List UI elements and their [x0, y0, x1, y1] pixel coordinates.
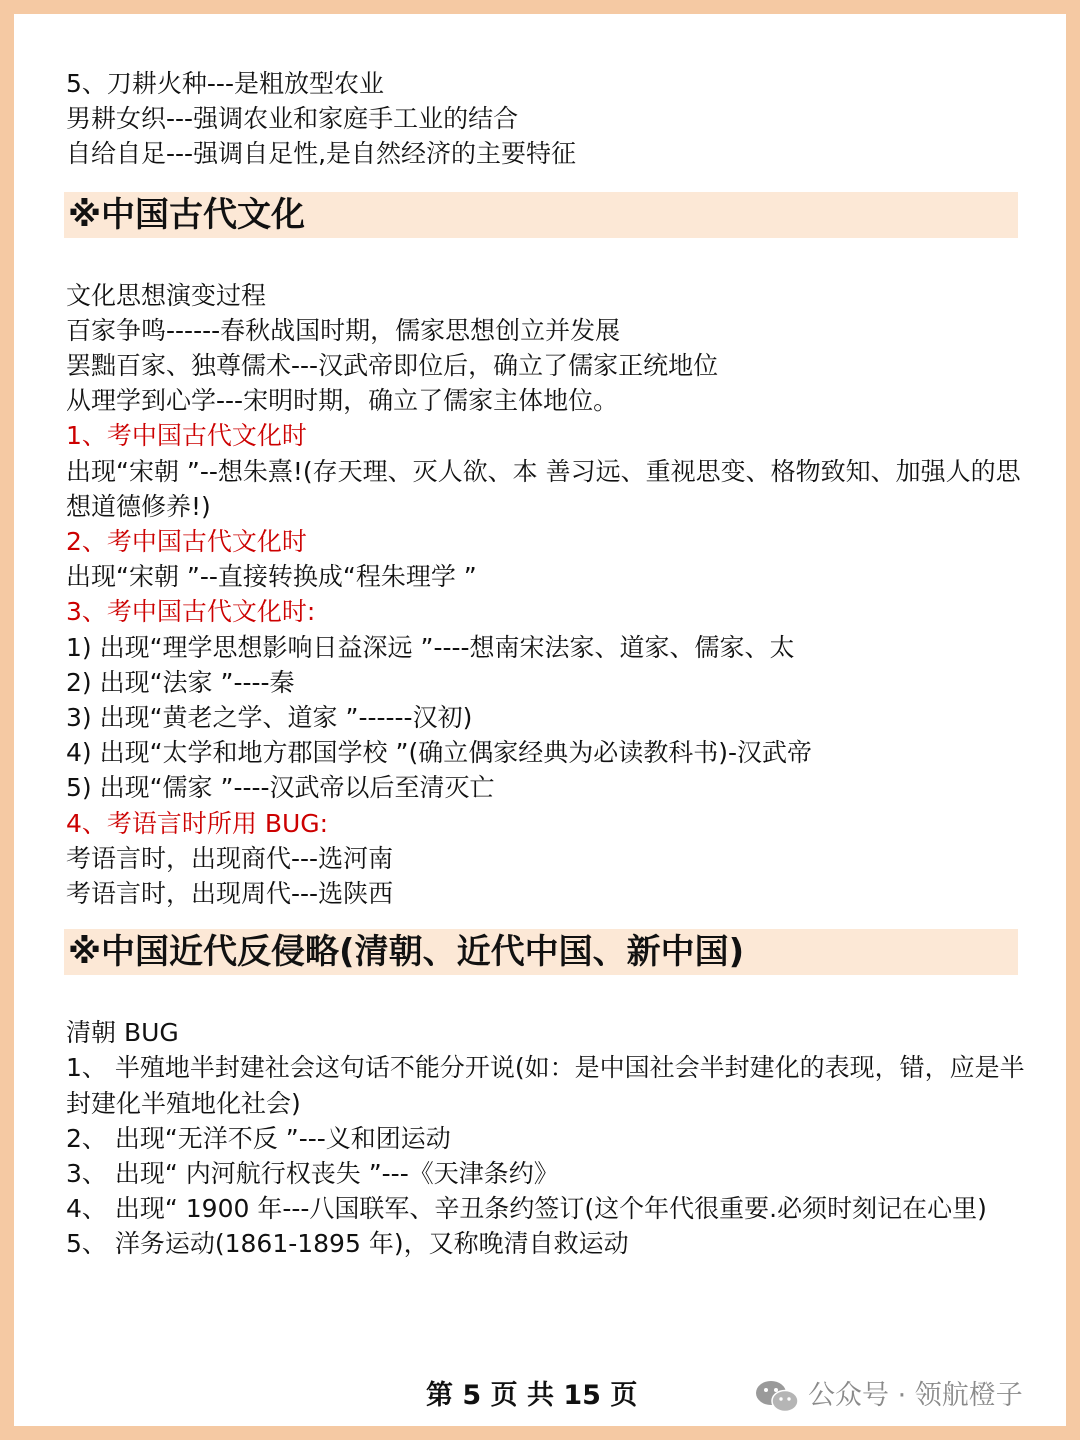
text-line: 3、 出现“ 内河航行权丧失 ”---《天津条约》	[66, 1159, 559, 1189]
section-heading-modern-resistance: ※中国近代反侵略(清朝、近代中国、新中国)	[64, 929, 1018, 975]
text-line: 罢黜百家、独尊儒术---汉武帝即位后，确立了儒家正统地位	[66, 351, 719, 381]
page-content	[66, 66, 1026, 1262]
document-page	[14, 14, 1066, 1426]
highlight-line: 4、考语言时所用 BUG:	[66, 808, 329, 838]
text-line: 4、 出现“ 1900 年---八国联军、辛丑条约签订(这个年代很重要.必须时刻记在心里)	[66, 1194, 987, 1224]
text-line: 1、 半殖地半封建社会这句话不能分开说(如：是中国社会半封建化的表现，错，应是半封建化半殖地化社会)	[66, 1053, 1025, 1118]
wechat-icon	[754, 1378, 800, 1414]
text-line: 5) 出现“儒家 ”----汉武帝以后至清灭亡	[66, 773, 495, 803]
text-line: 出现“宋朝 ”--想朱熹!(存天理、灭人欲、本 善习远、重视思变、格物致知、加强人的思想道德修养!)	[66, 456, 1021, 521]
text-line: 清朝 BUG	[66, 1018, 179, 1048]
watermark	[754, 1378, 1023, 1414]
text-line: 出现“宋朝 ”--直接转换成“程朱理学 ”	[66, 562, 477, 592]
text-line: 3) 出现“黄老之学、道家 ”------汉初)	[66, 703, 473, 733]
section-qing-dynasty	[66, 1015, 1026, 1261]
watermark-text: 公众号 · 领航橙子	[808, 1380, 1023, 1411]
highlight-line: 1、考中国古代文化时	[66, 421, 307, 451]
text-line: 考语言时，出现商代---选河南	[66, 843, 394, 873]
text-line: 百家争鸣------春秋战国时期，儒家思想创立并发展	[66, 315, 621, 345]
page-number: 第 5 页 共 15 页	[426, 1380, 638, 1411]
highlight-line: 2、考中国古代文化时	[66, 527, 307, 557]
section-ancient-culture	[66, 278, 1026, 912]
text-line: 文化思想演变过程	[66, 280, 267, 310]
text-line: 考语言时，出现周代---选陕西	[66, 879, 394, 909]
text-line: 2) 出现“法家 ”----秦	[66, 667, 295, 697]
section-agriculture	[66, 66, 1026, 172]
text-line: 1) 出现“理学思想影响日益深远 ”----想南宋法家、道家、儒家、太	[66, 632, 795, 662]
page-footer	[14, 1376, 1066, 1416]
text-line: 2、 出现“无洋不反 ”---义和团运动	[66, 1123, 451, 1153]
text-line: 从理学到心学---宋明时期，确立了儒家主体地位。	[66, 386, 619, 416]
text-line: 自给自足---强调自足性,是自然经济的主要特征	[66, 139, 577, 169]
section-heading-ancient-culture: ※中国古代文化	[64, 192, 1018, 238]
text-line: 4) 出现“太学和地方郡国学校 ”(确立偶家经典为必读教科书)-汉武帝	[66, 738, 812, 768]
text-line: 5、刀耕火种---是粗放型农业	[66, 69, 384, 98]
text-line: 男耕女织---强调农业和家庭手工业的结合	[66, 104, 519, 134]
text-line: 5、 洋务运动(1861-1895 年)，又称晚清自救运动	[66, 1229, 629, 1259]
highlight-line: 3、考中国古代文化时:	[66, 597, 316, 627]
